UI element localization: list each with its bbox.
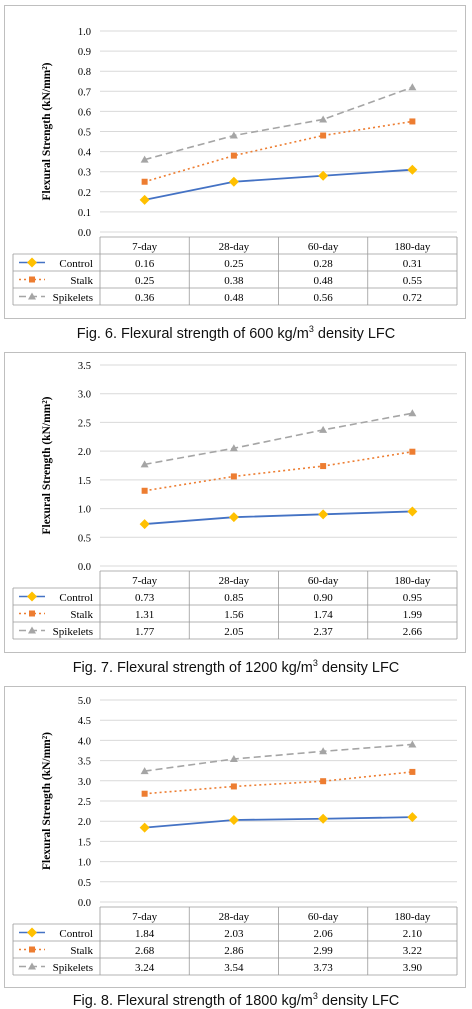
chart-1-series-line-control: [145, 170, 413, 200]
chart-1-y-tick-label: 1.0: [77, 27, 91, 38]
chart-2-category-label: 28-day: [218, 575, 250, 587]
figure-caption-3: [0, 991, 472, 1009]
chart-2-data-label-spikelets: 2.37: [313, 626, 333, 638]
chart-1-point-spikelets: [408, 83, 416, 90]
chart-3-point-stalk: [231, 783, 237, 789]
chart-1-data-label-stalk: 0.38: [224, 275, 244, 287]
chart-1-y-tick-label: 0.6: [77, 107, 91, 119]
chart-3-series-line-stalk: [145, 772, 413, 794]
chart-3-data-label-stalk: 2.68: [135, 945, 155, 957]
chart-1-y-tick-label: 0.5: [77, 127, 91, 139]
chart-1-data-label-spikelets: 0.48: [224, 292, 244, 304]
chart-1-data-label-control: 0.31: [402, 258, 422, 270]
chart-3-category-label: 7-day: [132, 911, 158, 923]
chart-1-point-control: [407, 165, 417, 175]
chart-2-legend-label-control: Control: [59, 592, 93, 604]
chart-2-category-label: 7-day: [132, 575, 158, 587]
chart-2-point-spikelets: [408, 409, 416, 416]
chart-1-category-label: 7-day: [132, 241, 158, 253]
chart-3-y-tick-label: 4.0: [77, 736, 91, 748]
chart-2-point-control: [229, 512, 239, 522]
chart-2-point-spikelets: [319, 426, 327, 433]
chart-3-y-tick-label: 0.5: [77, 877, 91, 889]
caption-3-tail: density LFC: [317, 992, 400, 1009]
caption-3-text: Fig. 8. Flexural strength of 1800 kg/m: [72, 992, 313, 1009]
chart-2-y-tick-label: 2.0: [77, 447, 91, 459]
chart-2-y-tick-label: 3.0: [77, 389, 91, 401]
chart-1-category-label: 180-day: [394, 241, 431, 253]
chart-2-data-label-control: 0.85: [224, 592, 244, 604]
chart-1-point-spikelets: [319, 115, 327, 122]
chart-2-y-tick-label: 1.5: [77, 475, 91, 487]
caption-1-tail: density LFC: [313, 325, 396, 342]
chart-2-point-stalk: [320, 463, 326, 469]
chart-1-point-control: [318, 171, 328, 181]
chart-1-data-label-stalk: 0.25: [135, 275, 155, 287]
chart-3-data-label-spikelets: 3.73: [313, 962, 333, 974]
chart-3-point-control: [407, 812, 417, 822]
chart-3-y-axis-title: Flexural Strength (kN/mm²): [41, 731, 53, 871]
chart-3-data-label-control: 2.10: [402, 928, 422, 940]
chart-3-legend-marker-stalk: [29, 947, 35, 953]
chart-3-y-tick-label: 1.5: [77, 837, 91, 849]
chart-1-data-label-control: 0.25: [224, 258, 244, 270]
chart-2-series-line-stalk: [145, 452, 413, 491]
chart-3-y-tick-label: 1.0: [77, 857, 91, 869]
chart-2-y-tick-label: 3.5: [77, 361, 91, 372]
chart-3-data-label-stalk: 3.22: [402, 945, 422, 957]
chart-3-data-label-stalk: 2.99: [313, 945, 333, 957]
chart-1-y-tick-label: 0.8: [77, 67, 91, 79]
chart-1-legend-label-control: Control: [59, 258, 93, 270]
chart-3-point-control: [229, 815, 239, 825]
chart-3-y-tick-label: 2.5: [77, 797, 91, 808]
chart-3-point-stalk: [320, 778, 326, 784]
chart-1-data-label-spikelets: 0.56: [313, 292, 333, 304]
chart-1-category-label: 60-day: [307, 241, 339, 253]
chart-1-svg: [5, 6, 465, 318]
chart-3-y-tick-label: 4.5: [77, 716, 91, 728]
chart-2-point-stalk: [142, 488, 148, 494]
chart-1-point-stalk: [409, 118, 415, 124]
chart-2-data-label-spikelets: 2.66: [402, 626, 422, 638]
chart-2-point-stalk: [409, 449, 415, 455]
chart-3-y-tick-label: 3.0: [77, 776, 91, 788]
chart-2-y-axis-title: Flexural Strength (kN/mm²): [41, 396, 53, 535]
chart-2-data-label-control: 0.90: [313, 592, 333, 604]
caption-2-sup: 3: [312, 658, 318, 668]
chart-1-point-control: [140, 195, 150, 205]
chart-2-series-line-spikelets: [145, 413, 413, 464]
chart-3-legend-marker-control: [27, 928, 37, 938]
caption-2-text: Fig. 7. Flexural strength of 1200 kg/m: [72, 659, 313, 676]
chart-3-data-label-control: 2.03: [224, 928, 244, 940]
chart-2-data-label-stalk: 1.99: [402, 609, 422, 621]
caption-2-tail: density LFC: [317, 659, 400, 676]
chart-3-y-tick-label: 3.5: [77, 756, 91, 768]
caption-1-sup: 3: [308, 324, 314, 334]
chart-1-point-stalk: [142, 179, 148, 185]
chart-2-legend-marker-stalk: [29, 611, 35, 617]
chart-3-legend-label-control: Control: [59, 928, 93, 940]
caption-3-sup: 3: [312, 991, 318, 1001]
chart-1-y-tick-label: 0.2: [77, 187, 91, 199]
chart-3-data-label-spikelets: 3.24: [135, 962, 155, 974]
chart-1-data-label-spikelets: 0.36: [135, 292, 155, 304]
chart-2-y-tick-label: 0.5: [77, 533, 91, 545]
chart-3-data-label-control: 1.84: [135, 928, 155, 940]
chart-3-point-stalk: [409, 769, 415, 775]
chart-2-data-label-control: 0.95: [402, 592, 422, 604]
chart-1-legend-label-spikelets: Spikelets: [52, 292, 93, 304]
chart-3-legend-label-stalk: Stalk: [70, 945, 93, 957]
chart-1-point-control: [229, 177, 239, 187]
chart-2-point-control: [407, 506, 417, 516]
chart-2-y-tick-label: 0.0: [77, 562, 91, 573]
chart-1-y-tick-label: 0.0: [77, 228, 91, 239]
chart-1-legend-label-stalk: Stalk: [70, 275, 93, 287]
chart-2-data-label-spikelets: 1.77: [135, 626, 155, 638]
chart-1-data-label-control: 0.16: [135, 258, 155, 270]
caption-1-text: Fig. 6. Flexural strength of 600 kg/m: [76, 325, 309, 342]
figure-caption-1: [0, 324, 472, 342]
chart-1-data-label-control: 0.28: [313, 258, 333, 270]
chart-3-y-tick-label: 5.0: [77, 696, 91, 707]
chart-1-category-label: 28-day: [218, 241, 250, 253]
chart-3-series-line-spikelets: [145, 744, 413, 771]
chart-3-data-label-spikelets: 3.54: [224, 962, 244, 974]
chart-1-y-tick-label: 0.7: [77, 87, 91, 99]
chart-2-point-stalk: [231, 473, 237, 479]
chart-3-point-control: [318, 814, 328, 824]
chart-3-svg: [5, 687, 465, 987]
chart-panel-1: [4, 5, 466, 319]
chart-2-data-label-stalk: 1.56: [224, 609, 244, 621]
chart-1-point-stalk: [231, 153, 237, 159]
chart-1-y-axis-title: Flexural Strength (kN/mm²): [41, 62, 53, 201]
chart-1-y-tick-label: 0.1: [77, 207, 91, 219]
chart-3-category-label: 180-day: [394, 911, 431, 923]
chart-2-category-label: 180-day: [394, 575, 431, 587]
chart-3-category-label: 28-day: [218, 911, 250, 923]
chart-1-y-tick-label: 0.9: [77, 47, 91, 59]
chart-1-legend-marker-stalk: [29, 277, 35, 283]
chart-3-point-control: [140, 823, 150, 833]
chart-2-category-label: 60-day: [307, 575, 339, 587]
chart-3-data-label-stalk: 2.86: [224, 945, 244, 957]
chart-2-series-line-control: [145, 511, 413, 524]
chart-2-data-label-stalk: 1.31: [135, 609, 155, 621]
chart-panel-2: [4, 352, 466, 653]
chart-3-y-tick-label: 2.0: [77, 817, 91, 829]
chart-2-data-label-stalk: 1.74: [313, 609, 333, 621]
chart-3-y-tick-label: 0.0: [77, 898, 91, 909]
chart-1-series-line-spikelets: [145, 87, 413, 159]
chart-3-category-label: 60-day: [307, 911, 339, 923]
chart-panel-3: [4, 686, 466, 988]
chart-1-legend-marker-control: [27, 258, 37, 268]
chart-2-y-tick-label: 2.5: [77, 418, 91, 430]
chart-2-legend-label-spikelets: Spikelets: [52, 626, 93, 638]
chart-1-point-spikelets: [230, 132, 238, 139]
chart-2-legend-marker-control: [27, 592, 37, 602]
chart-1-y-tick-label: 0.3: [77, 167, 91, 179]
chart-1-point-stalk: [320, 133, 326, 139]
chart-2-point-control: [318, 509, 328, 519]
chart-2-svg: [5, 353, 465, 652]
chart-3-series-line-control: [145, 817, 413, 828]
chart-1-data-label-spikelets: 0.72: [402, 292, 422, 304]
chart-3-data-label-spikelets: 3.90: [402, 962, 422, 974]
chart-3-point-stalk: [142, 791, 148, 797]
chart-2-point-control: [140, 519, 150, 529]
chart-2-data-label-control: 0.73: [135, 592, 155, 604]
chart-2-y-tick-label: 1.0: [77, 504, 91, 516]
chart-1-y-tick-label: 0.4: [77, 147, 91, 159]
chart-1-data-label-stalk: 0.55: [402, 275, 422, 287]
chart-2-data-label-spikelets: 2.05: [224, 626, 244, 638]
figure-caption-2: [0, 658, 472, 676]
chart-2-legend-label-stalk: Stalk: [70, 609, 93, 621]
chart-3-legend-label-spikelets: Spikelets: [52, 962, 93, 974]
chart-3-data-label-control: 2.06: [313, 928, 333, 940]
chart-1-data-label-stalk: 0.48: [313, 275, 333, 287]
